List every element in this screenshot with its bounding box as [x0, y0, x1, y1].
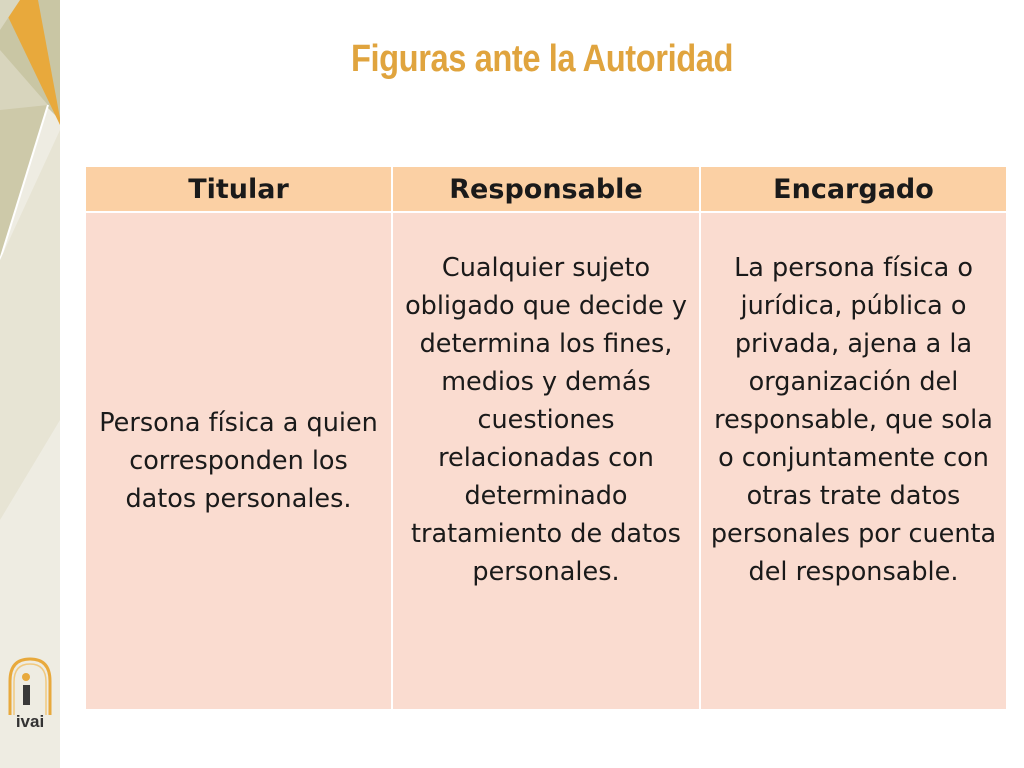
decorative-side-strip: [0, 0, 60, 768]
ivai-logo: [4, 655, 56, 755]
header-responsable: Responsable: [392, 166, 700, 212]
table-row: [85, 212, 1007, 710]
svg-text:ivai: ivai: [15, 712, 45, 731]
header-titular: Titular: [85, 166, 392, 212]
cell-responsable: Cualquier sujeto obligado que decide y determina los fines, medios y demás cuestiones relacionadas con determinado tratamiento de datos personales.: [392, 212, 700, 710]
slide-title: Figuras ante la Autoridad: [350, 38, 734, 80]
table-header-row: [85, 166, 1007, 212]
cell-titular: Persona física a quien corresponden los datos personales.: [85, 212, 392, 710]
cell-encargado: La persona física o jurídica, pública o privada, ajena a la organización del responsable, que sola o conjuntamente con otras trate datos personales por cuenta del responsable.: [700, 212, 1007, 710]
header-encargado: Encargado: [700, 166, 1007, 212]
figures-table: [84, 165, 1008, 711]
